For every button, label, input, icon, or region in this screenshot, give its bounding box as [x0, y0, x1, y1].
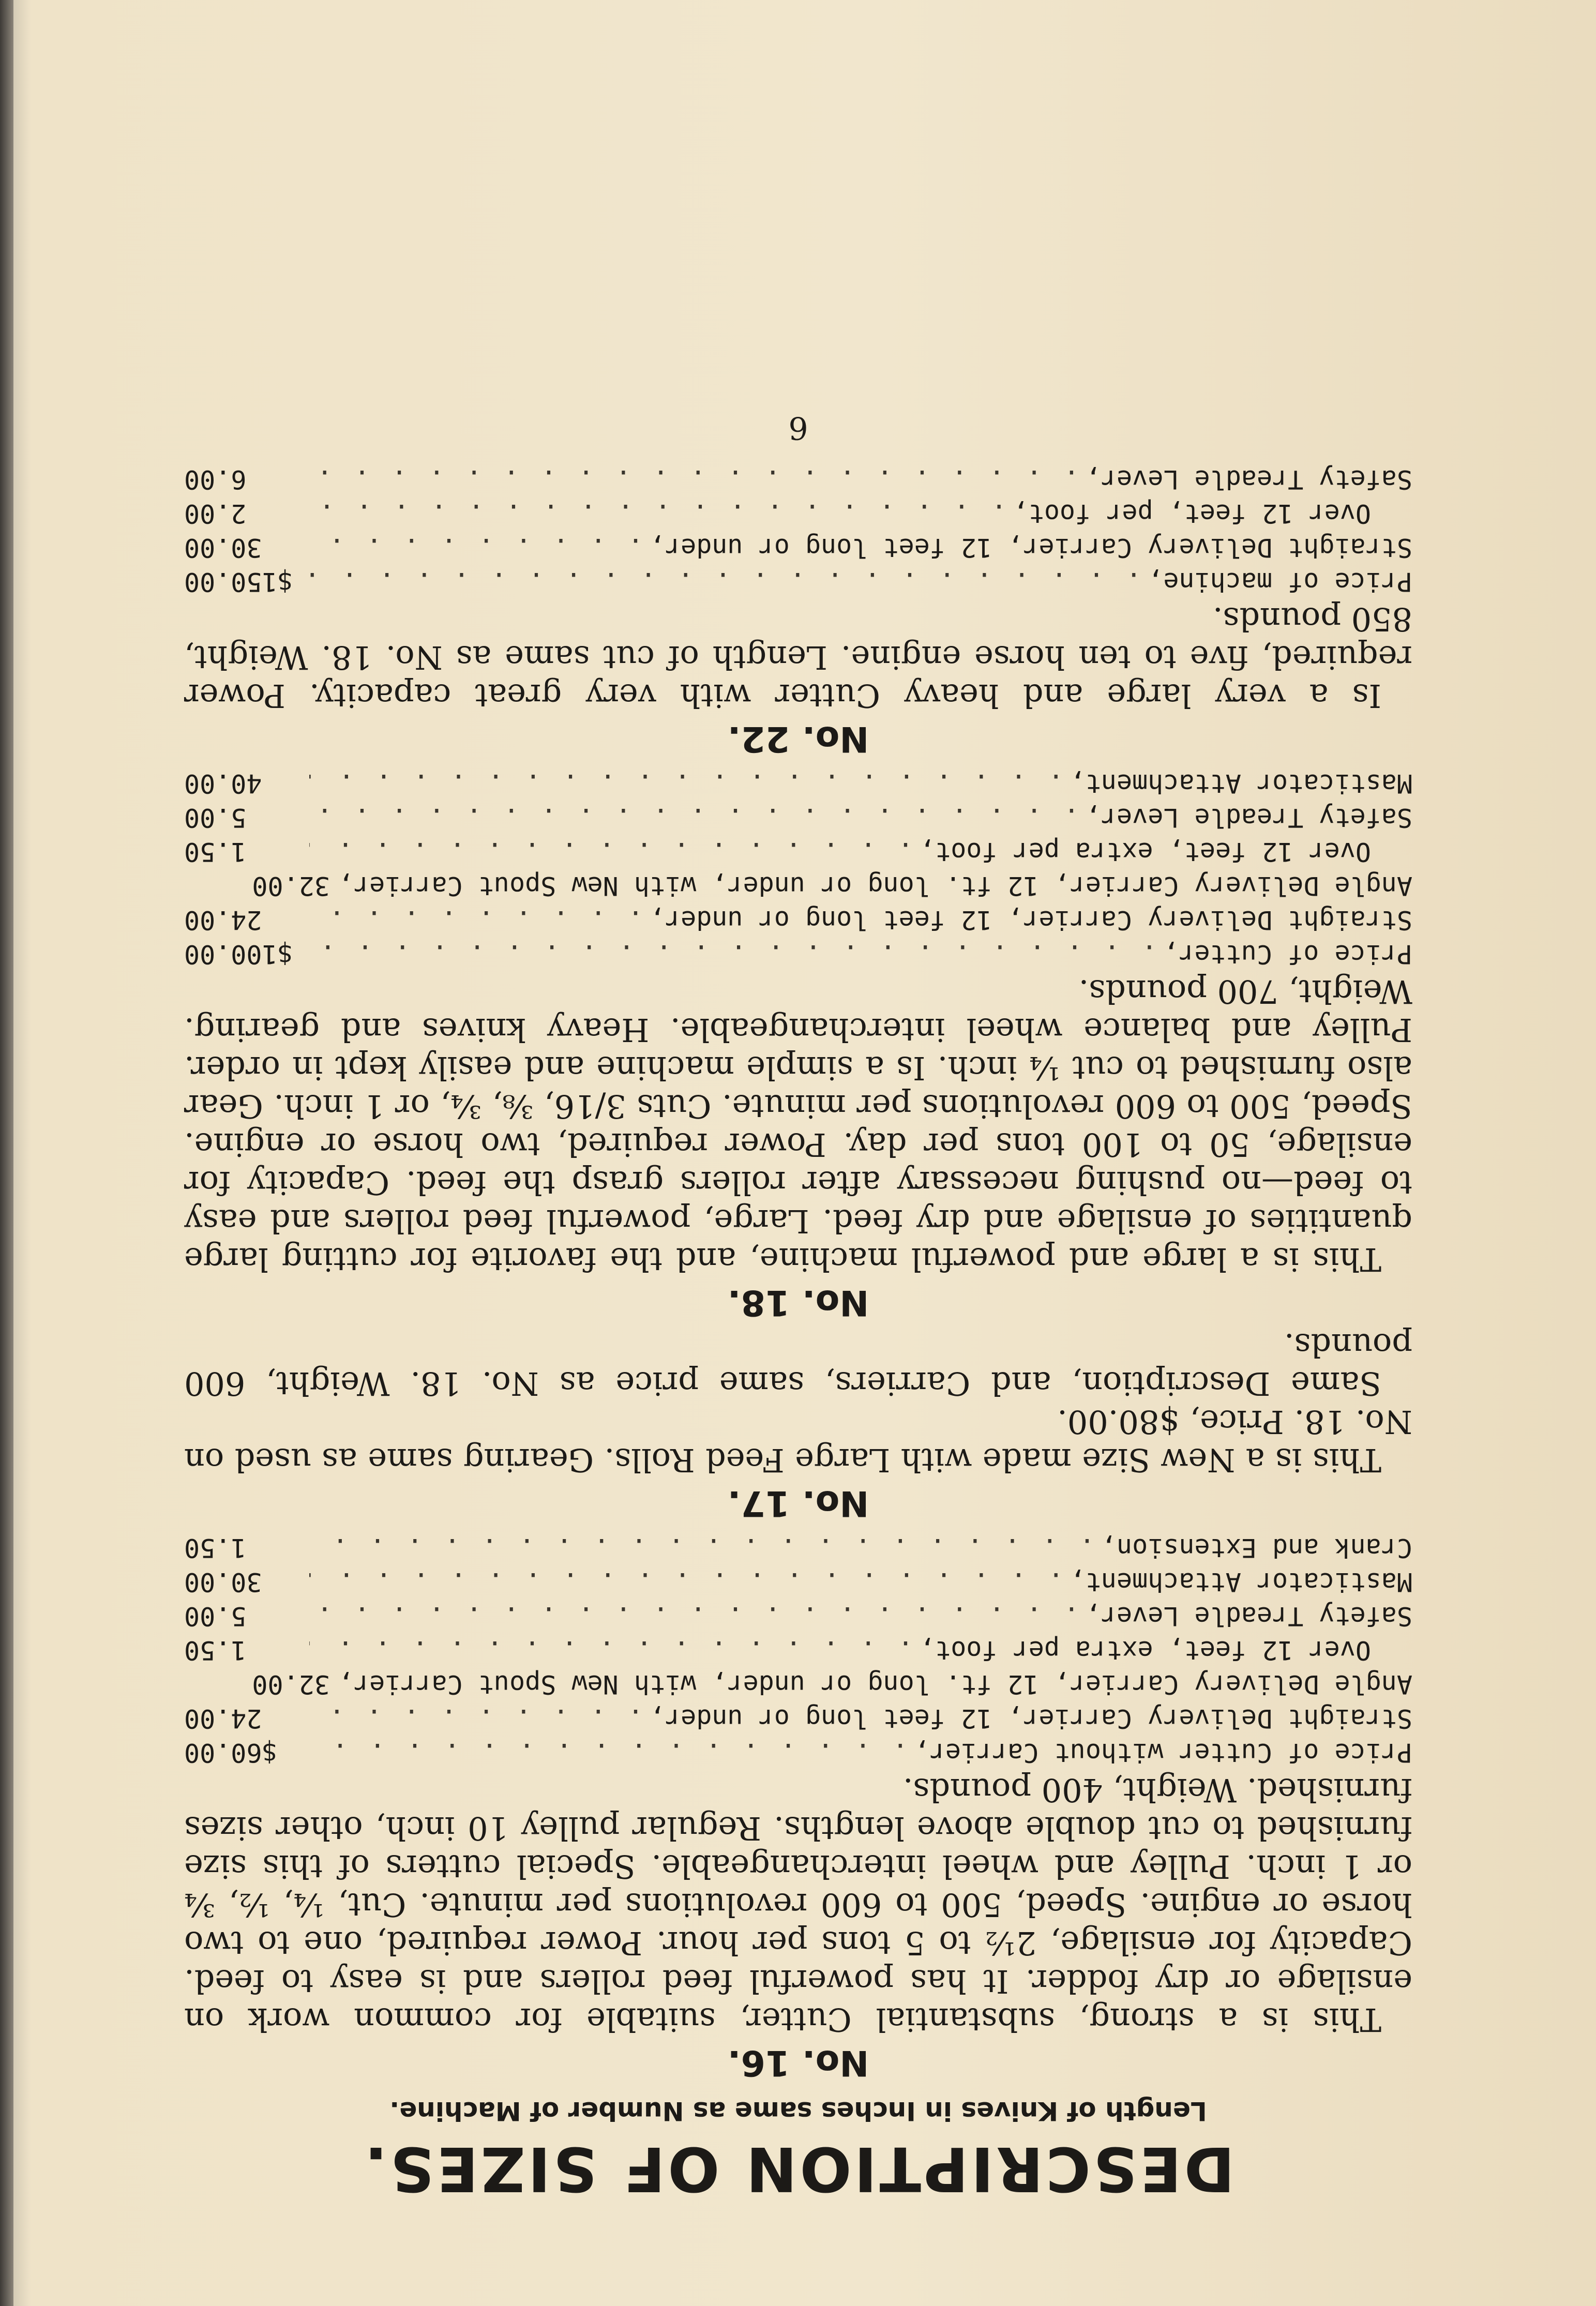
price-row: Price of Cutter without Carrier, . . . $60.00: [184, 1736, 1412, 1770]
price-row: Over 12 feet, per foot, . . . 2.00: [184, 496, 1412, 531]
price-row: Crank and Extension, . . . 1.50: [184, 1531, 1412, 1565]
price-row: Safety Treadle Lever, . . . 5.00: [184, 1599, 1412, 1633]
section-text-no22: Is a very large and heavy Cutter with very great capacity. Power required, five to ten horse engine. Length of cut same as No. 18. Weight, 850 pounds.: [184, 600, 1412, 715]
page-title: DESCRIPTION OF SIZES.: [362, 2133, 1235, 2205]
price-row: Safety Treadle Lever, . . . 5.00: [184, 801, 1412, 835]
price-row: Straight Delivery Carrier, 12 feet long or under, . . . 24.00: [184, 1701, 1412, 1736]
price-row: Over 12 feet, extra per foot, . . . 1.50: [184, 835, 1412, 869]
price-list-no18: [184, 766, 1412, 971]
section-heading-no17: No. 17.: [727, 1483, 869, 1524]
price-row: Angle Delivery Carrier, 12 ft. long or under, with New Spout Carrier, 32.00: [252, 871, 1412, 901]
price-row: Masticator Attachment, . . . 30.00: [184, 1565, 1412, 1599]
price-row: Straight Delivery Carrier, 12 feet long or under, . . . 24.00: [184, 903, 1412, 937]
section-heading-no16: No. 16.: [727, 2042, 869, 2083]
section-text-no16: This is a strong, substantial Cutter, suitable for common work on ensilage or dry fodder. It has powerful feed rollers and is easy to feed. Capacity for ensilage, 2½ to 5 tons per hour. Power required, one to two horse or engine. Speed, 500 to 600 revolutions per minute. Cut, ¼, ½, ¾ or 1 inch. Pulley and wheel interchangeable. Special cutters of this size furnished to cut double above lengths. Regular pulley 10 inch, other sizes furnished. Weight, 400 pounds.: [184, 1771, 1412, 2039]
section-text-no17-b: Same Description, and Carriers, same price as No. 18. Weight, 600 pounds.: [184, 1327, 1412, 1403]
price-row: Price of Cutter, . . . $100.00: [184, 937, 1412, 971]
page-subtitle: Length of Knives in Inches same as Number of Machine.: [389, 2096, 1207, 2126]
price-list-no16: [184, 1531, 1412, 1770]
section-text-no18: This is a large and powerful machine, and the favorite for cutting large quantities of ensilage and dry feed. Large, powerful feed rollers and easy to feed—no pushing necessary after rollers grasp the feed. Capacity for ensilage, 50 to 100 tons per day. Power required, two horse or engine. Speed, 500 to 600 revolutions per minute. Cuts 3/16, ⅜, ¾, or 1 inch. Gear also furnished to cut ¼ inch. Is a simple machine and easily kept in order. Pulley and balance wheel interchangeable. Heavy knives and gearing. Weight, 700 pounds.: [184, 973, 1412, 1278]
price-row: Masticator Attachment, . . . 40.00: [184, 766, 1412, 801]
page-content: [184, 404, 1412, 2205]
page-number: 6: [788, 410, 808, 446]
section-text-no17-a: This is a New Size made with Large Feed Rolls. Gearing same as used on No. 18. Price, $80.00.: [184, 1403, 1412, 1479]
price-row: Safety Treadle Lever, . . . 6.00: [184, 462, 1412, 496]
price-row: Angle Delivery Carrier, 12 ft. long or under, with New Spout Carrier, 32.00: [252, 1669, 1412, 1699]
price-row: Straight Delivery Carrier, 12 feet long or under, . . . 30.00: [184, 531, 1412, 565]
section-heading-no18: No. 18.: [727, 1282, 869, 1323]
section-heading-no22: No. 22.: [727, 718, 869, 759]
price-row: Over 12 feet, extra per foot, . . . 1.50: [184, 1633, 1412, 1667]
price-row: Price of machine, . . . $150.00: [184, 565, 1412, 599]
price-list-no22: [184, 462, 1412, 599]
